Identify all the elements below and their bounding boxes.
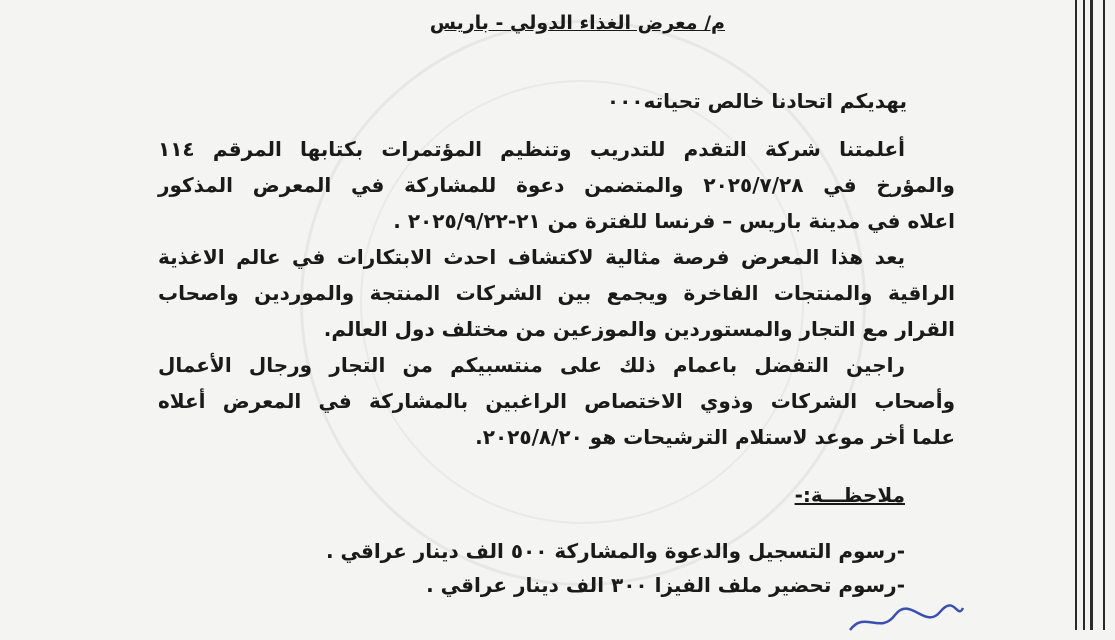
greeting-line: يهديكم اتحادنا خالص تحياته٠٠٠ <box>606 89 907 113</box>
paragraph3-line: وأصحاب الشركات وذوي الاختصاص الراغبين بالمشاركة في المعرض أعلاه <box>158 389 955 413</box>
note-item: -رسوم التسجيل والدعوة والمشاركة ٥٠٠ الف دينار عراقي . <box>325 539 905 563</box>
border-rule <box>1090 0 1093 630</box>
note-item: -رسوم تحضير ملف الفيزا ٣٠٠ الف دينار عراقي . <box>426 573 905 597</box>
border-rule <box>1103 0 1105 630</box>
paragraph3-line: علما أخر موعد لاستلام الترشيحات هو ٢٠٢٥/٨/٢٠. <box>475 425 955 449</box>
border-rule <box>1083 0 1085 630</box>
letter-title: م/ معرض الغذاء الدولي - باريس <box>429 12 725 34</box>
paragraph1-line: والمؤرخ في ٢٠٢٥/٧/٢٨ والمتضمن دعوة للمشاركة في المعرض المذكور <box>158 173 955 197</box>
paragraph1-line: أعلمتنا شركة التقدم للتدريب وتنظيم المؤتمرات بكتابها المرقم ١١٤ <box>158 137 905 161</box>
handwritten-mark-icon <box>845 600 965 640</box>
paragraph3-line: راجين التفضل باعمام ذلك على منتسبيكم من التجار ورجال الأعمال <box>158 353 905 377</box>
paragraph2-line: القرار مع التجار والمستوردين والموزعين من مختلف دول العالم. <box>323 317 955 341</box>
border-rule <box>1075 0 1077 630</box>
note-heading: ملاحظـــة:- <box>794 483 905 507</box>
paragraph1-line: اعلاه في مدينة باريس – فرنسا للفترة من ٢١-٢٠٢٥/٩/٢٢ . <box>393 209 955 233</box>
paragraph2-line: يعد هذا المعرض فرصة مثالية لاكتشاف احدث الابتكارات في عالم الاغذية <box>158 245 905 269</box>
paragraph2-line: الراقية والمنتجات الفاخرة ويجمع بين الشركات المنتجة والموردين واصحاب <box>158 281 955 305</box>
